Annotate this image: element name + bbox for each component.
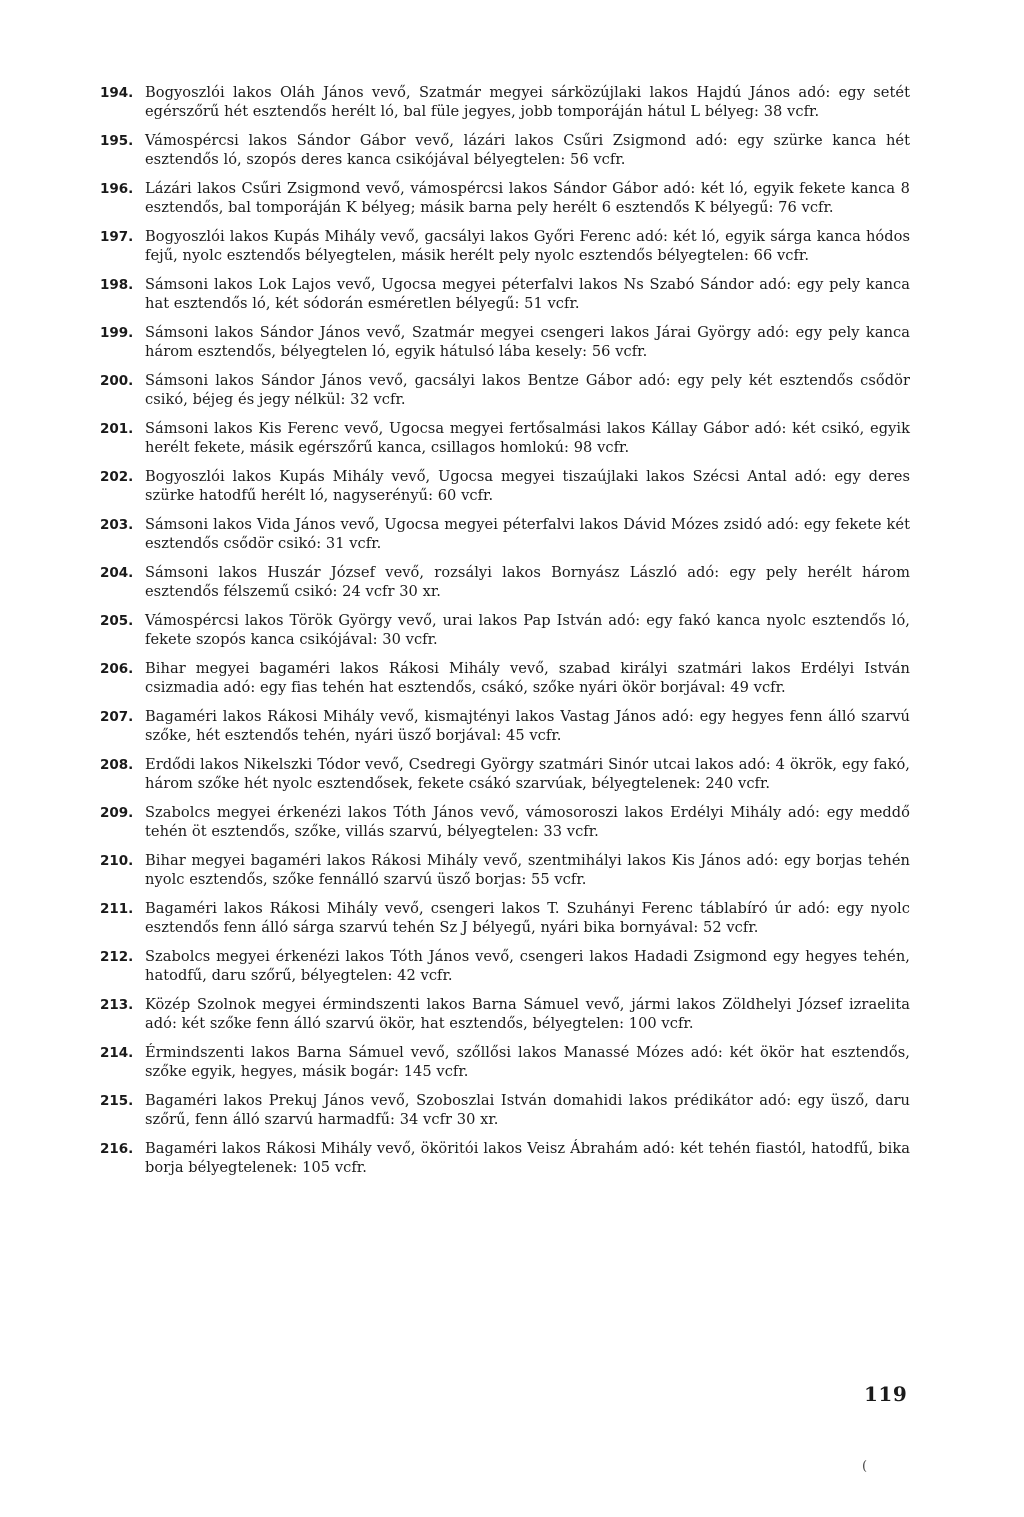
stray-mark: ( — [862, 1459, 868, 1474]
entry-text: Bagaméri lakos Prekuj János vevő, Szoboszlai István domahidi lakos prédikátor adó: egy üsző, daru szőrű, fenn álló szarvú harmadfű: 34 vcfr 30 xr. — [145, 1092, 910, 1128]
entry — [100, 1091, 910, 1129]
entry — [100, 947, 910, 985]
entry-text: Lázári lakos Csűri Zsigmond vevő, vámospércsi lakos Sándor Gábor adó: két ló, egyik fekete kanca 8 esztendős, bal tomporáján K bélyeg; másik barna pely herélt 6 esztendős K bélyegű: 76 vcfr. — [145, 180, 910, 216]
entry-text: Bogyoszlói lakos Oláh János vevő, Szatmár megyei sárközújlaki lakos Hajdú János adó: egy setét egérszőrű hét esztendős herélt ló, bal füle jegyes, jobb tomporáján hátul L bélyeg: 38 vcfr. — [145, 84, 910, 120]
entry-text: Szabolcs megyei érkenézi lakos Tóth János vevő, csengeri lakos Hadadi Zsigmond egy hegyes tehén, hatodfű, daru szőrű, bélyegtelen: 42 vcfr. — [145, 948, 910, 984]
entry-number: 205. — [100, 613, 134, 629]
entry-number: 209. — [100, 805, 134, 821]
entry — [100, 227, 910, 265]
entry-number: 210. — [100, 853, 134, 869]
entry — [100, 371, 910, 409]
entry — [100, 83, 910, 121]
entry — [100, 899, 910, 937]
entry-number: 206. — [100, 661, 134, 677]
entry-number: 195. — [100, 133, 134, 149]
entry-text: Közép Szolnok megyei érmindszenti lakos Barna Sámuel vevő, jármi lakos Zöldhelyi József izraelita adó: két szőke fenn álló szarvú ökör, hat esztendős, bélyegtelen: 100 vcfr. — [145, 996, 910, 1032]
entry-number: 215. — [100, 1093, 134, 1109]
entry — [100, 419, 910, 457]
entry-list — [100, 83, 910, 1187]
entry — [100, 1043, 910, 1081]
entry-number: 194. — [100, 85, 134, 101]
entry-number: 208. — [100, 757, 134, 773]
entry-text: Sámsoni lakos Lok Lajos vevő, Ugocsa megyei péterfalvi lakos Ns Szabó Sándor adó: egy pely kanca hat esztendős ló, két sódorán esméretlen bélyegű: 51 vcfr. — [145, 276, 910, 312]
entry-text: Bagaméri lakos Rákosi Mihály vevő, ököritói lakos Veisz Ábrahám adó: két tehén fiastól, hatodfű, bika borja bélyegtelenek: 105 vcfr. — [145, 1140, 910, 1176]
entry-text: Bagaméri lakos Rákosi Mihály vevő, csengeri lakos T. Szuhányi Ferenc táblabíró úr adó: egy nyolc esztendős fenn álló sárga szarvú tehén Sz J bélyegű, nyári bika bornyával: 52 vcfr. — [145, 900, 910, 936]
entry-number: 198. — [100, 277, 134, 293]
entry — [100, 1139, 910, 1177]
entry-number: 199. — [100, 325, 134, 341]
entry-text: Érmindszenti lakos Barna Sámuel vevő, szőllősi lakos Manassé Mózes adó: két ökör hat esztendős, szőke egyik, hegyes, másik bogár: 145 vcfr. — [145, 1044, 910, 1080]
entry-text: Bogyoszlói lakos Kupás Mihály vevő, gacsályi lakos Győri Ferenc adó: két ló, egyik sárga kanca hódos fejű, nyolc esztendős bélyegtelen, másik herélt pely nyolc esztendős bélyegtelen: 66 vcfr. — [145, 228, 910, 264]
entry-text: Sámsoni lakos Vida János vevő, Ugocsa megyei péterfalvi lakos Dávid Mózes zsidó adó: egy fekete két esztendős csődör csikó: 31 vcfr. — [145, 516, 910, 552]
entry-number: 203. — [100, 517, 134, 533]
entry-text: Szabolcs megyei érkenézi lakos Tóth János vevő, vámosoroszi lakos Erdélyi Mihály adó: egy meddő tehén öt esztendős, szőke, villás szarvú, bélyegtelen: 33 vcfr. — [145, 804, 910, 840]
entry — [100, 755, 910, 793]
entry-text: Sámsoni lakos Kis Ferenc vevő, Ugocsa megyei fertősalmási lakos Kállay Gábor adó: két csikó, egyik herélt fekete, másik egérszőrű kanca, csillagos homlokú: 98 vcfr. — [145, 420, 910, 456]
entry-text: Bihar megyei bagaméri lakos Rákosi Mihály vevő, szentmihályi lakos Kis János adó: egy borjas tehén nyolc esztendős, szőke fennálló szarvú üsző borjas: 55 vcfr. — [145, 852, 910, 888]
entry-text: Erdődi lakos Nikelszki Tódor vevő, Csedregi György szatmári Sinór utcai lakos adó: 4 ökrök, egy fakó, három szőke hét nyolc esztendősek, fekete csákó szarvúak, bélyegtelenek: 240 vcfr. — [145, 756, 910, 792]
entry-number: 213. — [100, 997, 134, 1013]
entry-number: 216. — [100, 1141, 134, 1157]
entry-text: Bagaméri lakos Rákosi Mihály vevő, kismajtényi lakos Vastag János adó: egy hegyes fenn álló szarvú szőke, hét esztendős tehén, nyári üsző borjával: 45 vcfr. — [145, 708, 910, 744]
entry — [100, 563, 910, 601]
entry-text: Vámospércsi lakos Sándor Gábor vevő, lázári lakos Csűri Zsigmond adó: egy szürke kanca hét esztendős ló, szopós deres kanca csikójával bélyegtelen: 56 vcfr. — [145, 132, 910, 168]
entry — [100, 323, 910, 361]
entry-text: Sámsoni lakos Sándor János vevő, Szatmár megyei csengeri lakos Járai György adó: egy pely kanca három esztendős, bélyegtelen ló, egyik hátulsó lába kesely: 56 vcfr. — [145, 324, 910, 360]
entry — [100, 995, 910, 1033]
entry-number: 211. — [100, 901, 134, 917]
entry — [100, 275, 910, 313]
entry-number: 202. — [100, 469, 134, 485]
entry-number: 212. — [100, 949, 134, 965]
entry — [100, 131, 910, 169]
entry-number: 200. — [100, 373, 134, 389]
entry-number: 214. — [100, 1045, 134, 1061]
entry-text: Bogyoszlói lakos Kupás Mihály vevő, Ugocsa megyei tiszaújlaki lakos Szécsi Antal adó: egy deres szürke hatodfű herélt ló, nagyserényű: 60 vcfr. — [145, 468, 910, 504]
entry — [100, 611, 910, 649]
entry-number: 207. — [100, 709, 134, 725]
entry — [100, 707, 910, 745]
entry-number: 201. — [100, 421, 134, 437]
entry-number: 204. — [100, 565, 134, 581]
entry — [100, 467, 910, 505]
entry — [100, 803, 910, 841]
entry — [100, 659, 910, 697]
entry-number: 197. — [100, 229, 134, 245]
entry-text: Vámospércsi lakos Török György vevő, urai lakos Pap István adó: egy fakó kanca nyolc esztendős ló, fekete szopós kanca csikójával: 30 vcfr. — [145, 612, 910, 648]
entry — [100, 851, 910, 889]
entry-number: 196. — [100, 181, 134, 197]
page-number: 119 — [864, 1382, 908, 1406]
entry — [100, 179, 910, 217]
entry-text: Bihar megyei bagaméri lakos Rákosi Mihály vevő, szabad királyi szatmári lakos Erdélyi István csizmadia adó: egy fias tehén hat esztendős, csákó, szőke nyári ökör borjával: 49 vcfr. — [145, 660, 910, 696]
entry — [100, 515, 910, 553]
entry-text: Sámsoni lakos Sándor János vevő, gacsályi lakos Bentze Gábor adó: egy pely két esztendős csődör csikó, béjeg és jegy nélkül: 32 vcfr. — [145, 372, 910, 408]
entry-text: Sámsoni lakos Huszár József vevő, rozsályi lakos Bornyász László adó: egy pely herélt három esztendős félszemű csikó: 24 vcfr 30 xr. — [145, 564, 910, 600]
